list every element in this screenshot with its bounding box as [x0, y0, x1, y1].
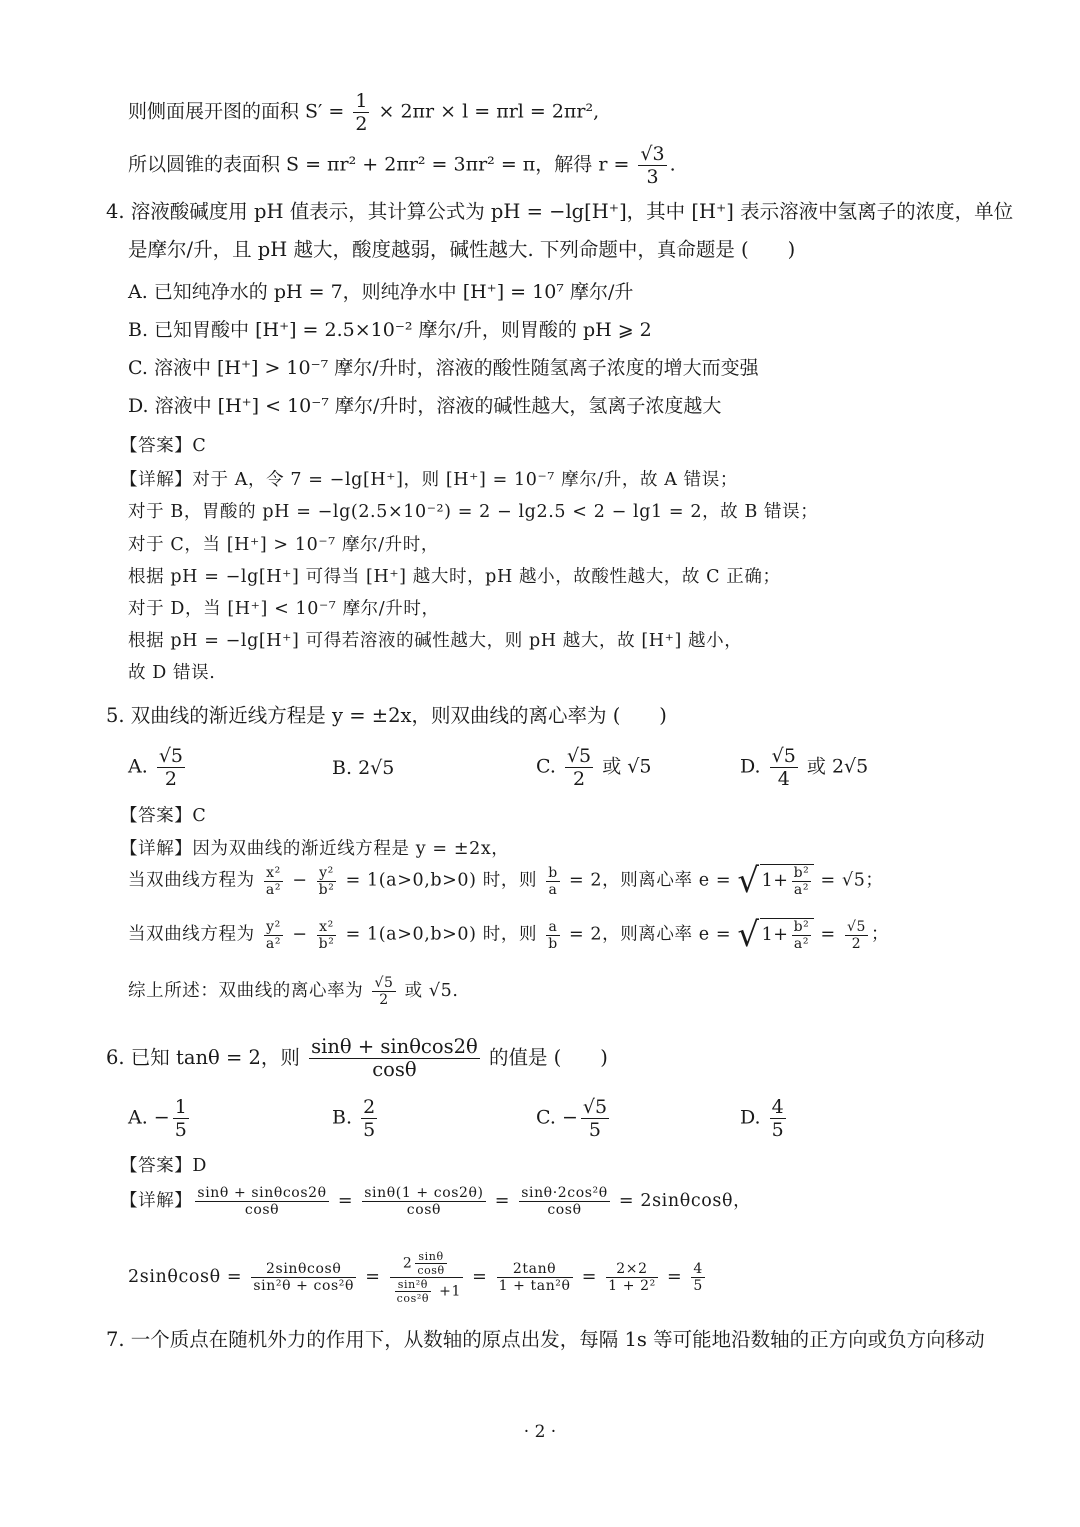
q4-explain-6: 根据 pH = −lg[H⁺] 可得若溶液的碱性越大，则 pH 越大，故 [H⁺] 越小，: [128, 631, 743, 651]
q6-option-b: B. $\frac{2}{5}$: [332, 1096, 376, 1141]
q5-option-d: D. $\frac{√5}{4}$ 或 2√5: [740, 745, 869, 790]
q5-explain-2: 当双曲线方程为 $\frac{\text{x²}}{\text{a²}}$ − $\frac{\text{y²}}{\text{b²}}$ = 1(a>0,b>0) 时，则 $\frac{b}{a}$ = 2，则离心率 e = √ 1+ $\frac{\text{b²}}{\text{a²}}$ = √5；: [128, 861, 884, 901]
q6-stem: 6. 已知 tanθ = 2，则 $\frac{\sin\theta + \sin\theta\cos 2\theta}{\cos\theta}$ 的值是 ( ): [106, 1035, 608, 1081]
q4-stem-line2: 是摩尔/升，且 pH 越大，酸度越弱，碱性越大. 下列命题中，真命题是 ( ): [128, 238, 796, 261]
q4-option-a: A. 已知纯净水的 pH = 7，则纯净水中 [H⁺] = 10⁷ 摩尔/升: [128, 281, 634, 303]
q5-option-b: B. 2√5: [332, 757, 395, 779]
q4-option-b: B. 已知胃酸中 [H⁺] = 2.5×10⁻² 摩尔/升，则胃酸的 pH ⩾ 2: [128, 319, 652, 341]
fraction-root3-over-3: $\frac{√3}{3}$: [640, 143, 665, 188]
q5-answer: 【答案】C: [120, 806, 207, 826]
q4-explain-4: 根据 pH = −lg[H⁺] 可得当 [H⁺] 越大时，pH 越小，故酸性越大，故 C 正确；: [128, 567, 781, 587]
q6-option-c: C. − $\frac{√5}{5}$: [536, 1096, 608, 1141]
cone-side-area-line: 则侧面展开图的面积 S′ = $\frac{1}{2}$ × 2πr × l = πrl = 2πr²,: [128, 90, 600, 135]
q5-explain-1: 【详解】因为双曲线的渐近线方程是 y = ±2x，: [120, 839, 510, 859]
q4-answer: 【答案】C: [120, 436, 207, 456]
q6-answer: 【答案】D: [120, 1156, 208, 1176]
cone-surface-area-line: 所以圆锥的表面积 S = πr² + 2πr² = 3πr² = π，解得 r = $\frac{√3}{3}$ .: [128, 143, 676, 188]
q4-explain-3: 对于 C，当 [H⁺] > 10⁻⁷ 摩尔/升时，: [128, 535, 439, 555]
q4-option-d: D. 溶液中 [H⁺] < 10⁻⁷ 摩尔/升时，溶液的碱性越大，氢离子浓度越大: [128, 395, 722, 417]
q4-option-c: C. 溶液中 [H⁺] > 10⁻⁷ 摩尔/升时，溶液的酸性随氢离子浓度的增大而变强: [128, 357, 759, 379]
fraction-half: $\frac{1}{2}$: [355, 90, 368, 135]
q4-explain-1: 【详解】对于 A，令 7 = −lg[H⁺]，则 [H⁺] = 10⁻⁷ 摩尔/升，故 A 错误；: [120, 470, 738, 490]
q4-explain-5: 对于 D，当 [H⁺] < 10⁻⁷ 摩尔/升时，: [128, 599, 440, 619]
q5-explain-3: 当双曲线方程为 $\frac{\text{y²}}{\text{a²}}$ − $\frac{\text{x²}}{\text{b²}}$ = 1(a>0,b>0) 时，则 $\frac{a}{b}$ = 2，则离心率 e = √ 1+ $\frac{\text{b²}}{\text{a²}}$ = $\frac{√5}{2}$ ；: [128, 915, 890, 955]
q6-explain-2: 2sinθcosθ = $\frac{2\sin\theta\cos\theta}{\text{sin²θ + cos²θ}}$ = 2 $\frac{\sin\theta}{\cos\theta}$ $\frac{\text{sin²θ}}{\text{cos²θ}}$ +1 = $\frac{2\tan\theta}{\text{1 + tan²θ}}$ = $\frac{2\times 2}{\text{1 + 2²}}$ = $\frac{4}{5}$: [128, 1250, 703, 1305]
q5-option-a: A. $\frac{√5}{2}$: [128, 745, 184, 790]
q5-explain-4: 综上所述：双曲线的离心率为 $\frac{√5}{2}$ 或 √5.: [128, 975, 459, 1008]
q6-option-a: A. − $\frac{1}{5}$: [128, 1096, 187, 1141]
q6-explain-1: 【详解】 $\frac{\sin\theta + \sin\theta\cos 2\theta}{\cos\theta}$ = $\frac{\sin\theta(1 + \cos 2\theta)}{\cos\theta}$ = $\frac{\text{sinθ·2cos²θ}}{\cos\theta}$ = 2sinθcosθ，: [120, 1185, 752, 1218]
q4-stem-line1: 4. 溶液酸碱度用 pH 值表示，其计算公式为 pH = −lg[H⁺]，其中 [H⁺] 表示溶液中氢离子的浓度，单位: [106, 200, 1014, 223]
q5-option-c: C. $\frac{√5}{2}$ 或 √5: [536, 745, 652, 790]
q6-option-d: D. $\frac{4}{5}$: [740, 1096, 784, 1141]
page-number: · 2 ·: [523, 1422, 557, 1442]
q4-explain-2: 对于 B，胃酸的 pH = −lg(2.5×10⁻²) = 2 − lg2.5 < 2 − lg1 = 2，故 B 错误；: [128, 502, 819, 522]
q4-explain-7: 故 D 错误.: [128, 663, 216, 683]
q5-stem: 5. 双曲线的渐近线方程是 y = ±2x，则双曲线的离心率为 ( ): [106, 704, 667, 727]
q7-stem: 7. 一个质点在随机外力的作用下，从数轴的原点出发，每隔 1s 等可能地沿数轴的正方向或负方向移动: [106, 1328, 985, 1351]
